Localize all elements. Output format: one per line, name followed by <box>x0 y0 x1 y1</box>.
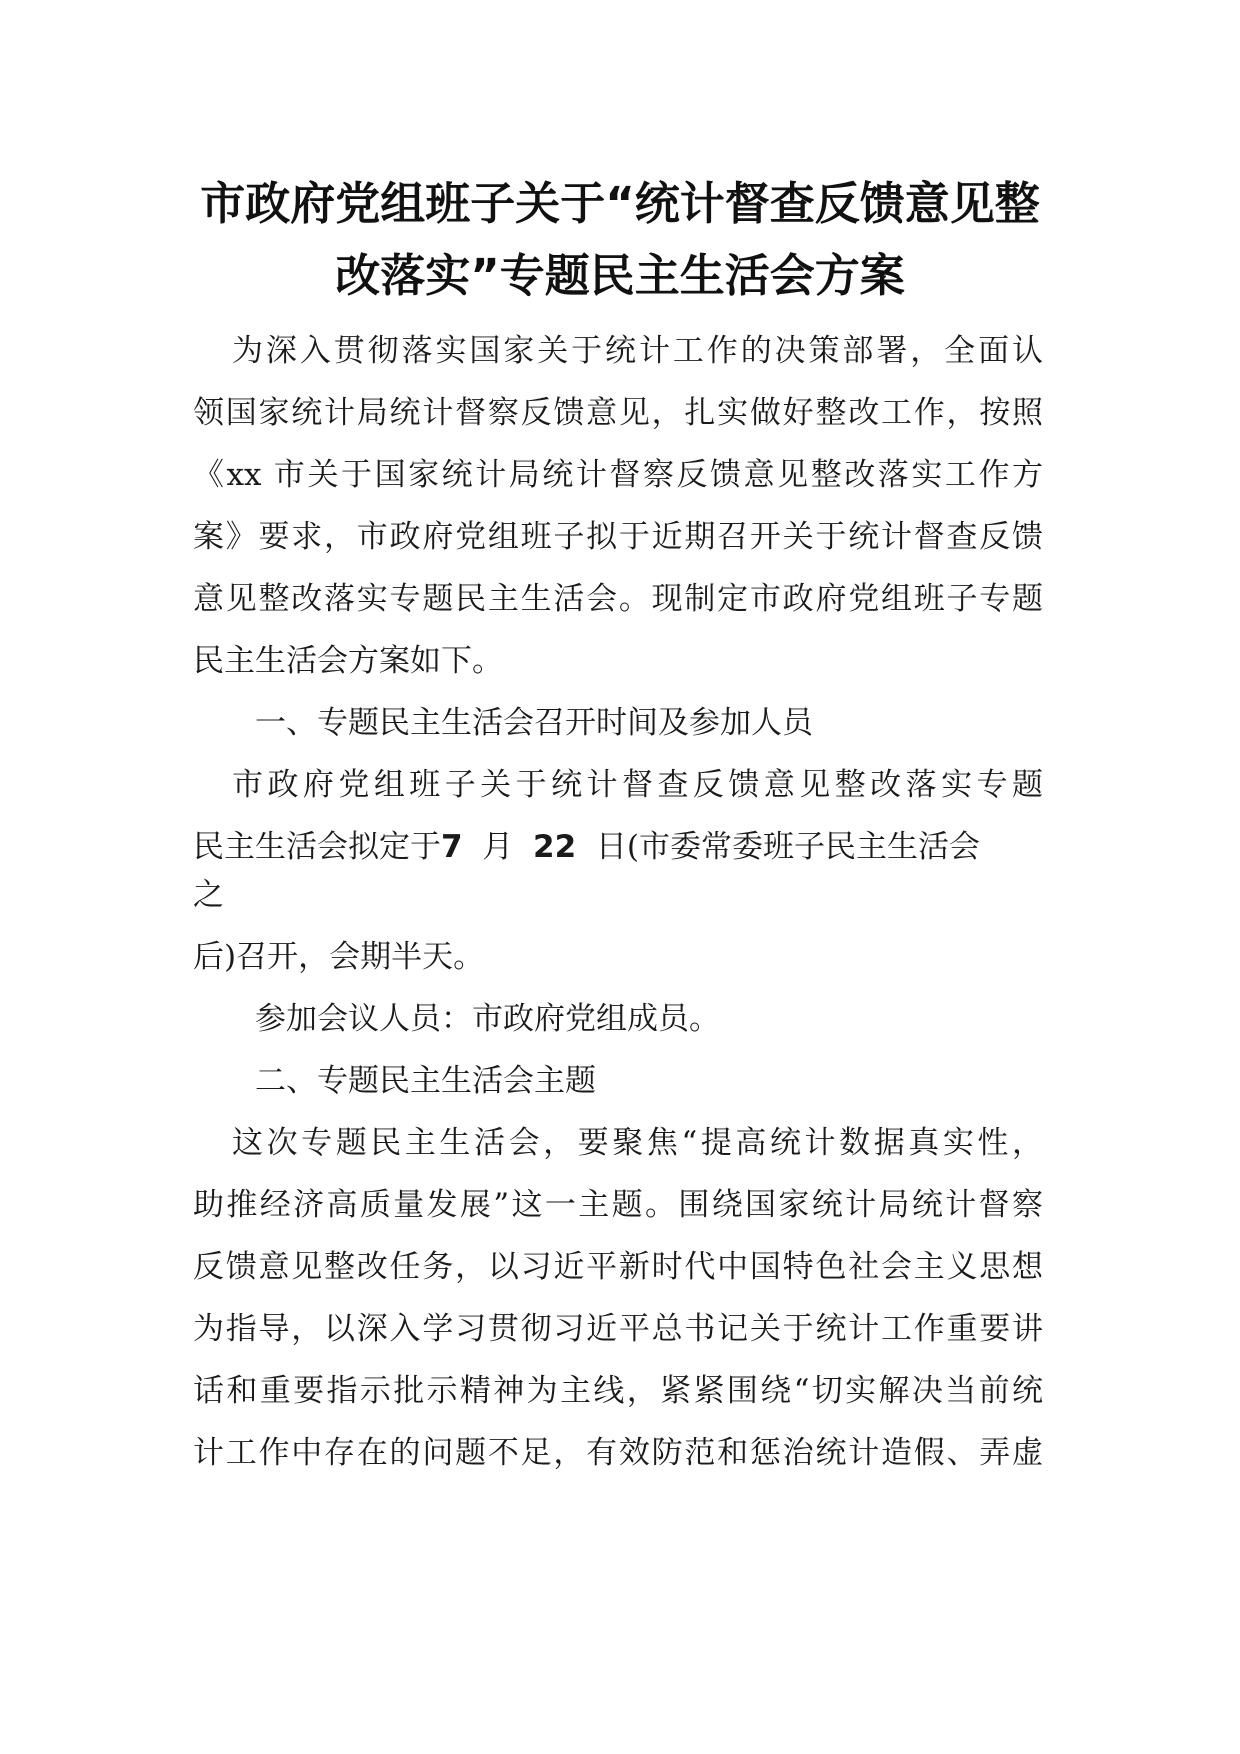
meeting-month: 7 <box>441 829 463 865</box>
document-title-line-1: 市政府党组班子关于“统计督查反馈意见整 <box>200 177 1040 230</box>
meeting-day: 22 <box>533 829 577 865</box>
section-1-line-3: 之 <box>193 877 224 913</box>
section-2-line-4: 为指导，以深入学习贯彻习近平总书记关于统计工作重要讲 <box>193 1311 1043 1347</box>
section-2-line-6: 计工作中存在的问题不足，有效防范和惩治统计造假、弄虚 <box>193 1435 1043 1471</box>
meeting-date-suffix: 日(市委常委班子民主生活会 <box>595 829 980 865</box>
intro-line-3: 《xx 市关于国家统计局统计督察反馈意见整改落实工作方 <box>193 457 1043 493</box>
intro-line-6: 民主生活会方案如下。 <box>193 643 503 679</box>
intro-line-2: 领国家统计局统计督察反馈意见，扎实做好整改工作，按照 <box>193 395 1043 431</box>
section-2-heading: 二、专题民主生活会主题 <box>255 1063 596 1099</box>
intro-line-1: 为深入贯彻落实国家关于统计工作的决策部署，全面认 <box>232 333 1043 369</box>
section-1-line-4: 后)召开，会期半天。 <box>193 939 485 975</box>
section-1-line-1: 市政府党组班子关于统计督查反馈意见整改落实专题 <box>232 767 1043 803</box>
section-2-line-5: 话和重要指示批示精神为主线，紧紧围绕“切实解决当前统 <box>193 1373 1043 1409</box>
intro-line-5: 意见整改落实专题民主生活会。现制定市政府党组班子专题 <box>193 581 1043 617</box>
meeting-month-unit: 月 <box>482 829 514 865</box>
section-1-heading: 一、专题民主生活会召开时间及参加人员 <box>255 705 813 741</box>
document-title-line-2: 改落实”专题民主生活会方案 <box>335 249 905 302</box>
section-2-line-3: 反馈意见整改任务，以习近平新时代中国特色社会主义思想 <box>193 1249 1043 1285</box>
section-1-line-2 <box>193 826 980 868</box>
section-2-line-2: 助推经济高质量发展”这一主题。围绕国家统计局统计督察 <box>193 1187 1043 1223</box>
section-2-line-1: 这次专题民主生活会，要聚焦“提高统计数据真实性， <box>232 1125 1043 1161</box>
intro-line-4: 案》要求，市政府党组班子拟于近期召开关于统计督查反馈 <box>193 519 1043 555</box>
meeting-date-prefix: 民主生活会拟定于 <box>193 829 441 865</box>
attendees-line: 参加会议人员：市政府党组成员。 <box>255 1001 720 1037</box>
